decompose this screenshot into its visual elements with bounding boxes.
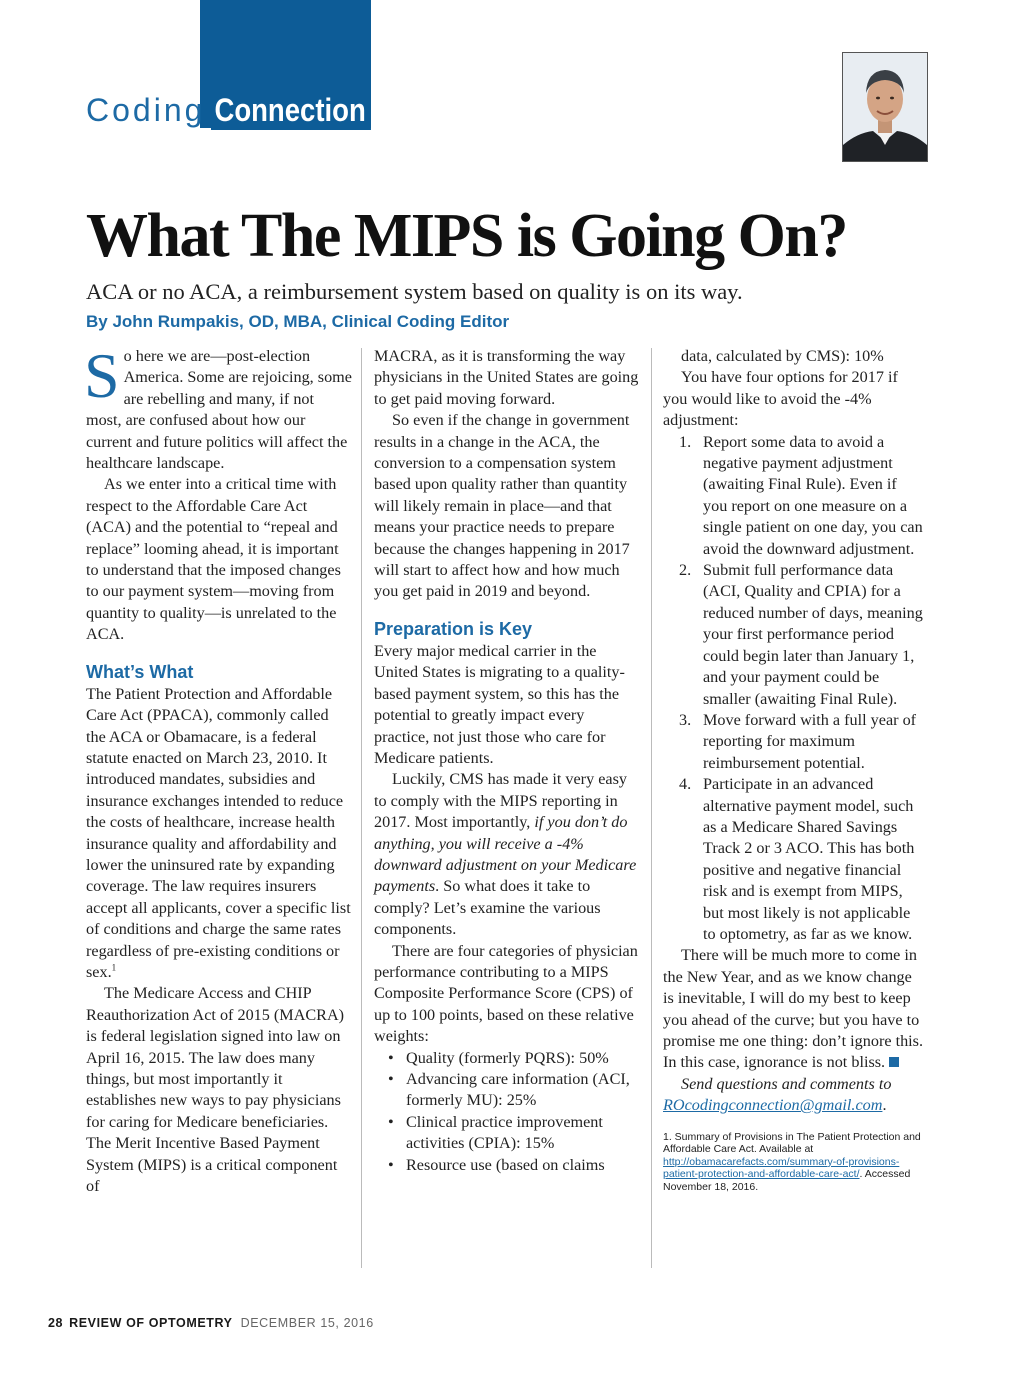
list-item: • Quality (formerly PQRS): 50% bbox=[374, 1048, 642, 1069]
list-item-text: Participate in an advanced alternative payment model, such as a Medicare Shared Savings Track 2 or 3 ACO. This has both positive and negative financial risk and is exempt from MIPS, but most likely is not applicable to optometry, as far as we know. bbox=[703, 775, 915, 943]
end-mark-icon bbox=[889, 1057, 899, 1067]
paragraph: There are four categories of physician performance contributing to a MIPS Composite Performance Score (CPS) of up to 100 points, based on these relative weights: bbox=[374, 941, 638, 1046]
paragraph-text: The Patient Protection and Affordable Care Act (PPACA), commonly called the ACA or Obamacare, is a federal statute enacted on March 23, 2010. It introduced mandates, subsidies and insurance exchanges intended to reduce the costs of healthcare, increase health insurance quality and affordability and lower the uninsured rate by expanding coverage. The law requires insurers accept all applicants, cover a specific list of conditions and charge the same rates regardless of pre-existing conditions or sex. bbox=[86, 684, 351, 981]
paragraph-text: Luckily, CMS has made it very easy to comply with the MIPS reporting in 2017. Most importantly, bbox=[374, 770, 627, 832]
paragraph: Every major medical carrier in the United States is migrating to a quality-based payment system, so this has the potential to greatly impact every practice, not just those who care for Medicare patients. bbox=[374, 641, 625, 767]
list-item: • Resource use (based on claims bbox=[374, 1155, 642, 1176]
article-headline: What The MIPS is Going On? bbox=[86, 202, 847, 270]
column-divider bbox=[651, 348, 652, 1268]
section-label-coding: Coding bbox=[86, 92, 206, 128]
section-label-connection: Connection bbox=[211, 90, 371, 130]
column-1 bbox=[84, 340, 352, 1197]
footnote-ref: 1 bbox=[111, 962, 117, 973]
author-photo bbox=[842, 52, 928, 162]
column-2 bbox=[374, 346, 642, 1176]
list-item bbox=[663, 560, 925, 710]
list-number: 2. bbox=[679, 561, 692, 580]
footnote-text: . Accessed November 18, 2016. bbox=[663, 1168, 911, 1193]
paragraph: data, calculated by CMS): 10% bbox=[681, 347, 884, 365]
list-item-text: Move forward with a full year of reporting for maximum reimbursement potential. bbox=[703, 710, 917, 772]
list-number: 3. bbox=[679, 710, 692, 729]
subheading-whats-what: What’s What bbox=[86, 661, 194, 682]
options-list bbox=[663, 432, 925, 946]
emphasis-text: if you don’t do anything, you will receive a -4% downward adjustment on your Medicare payments bbox=[374, 813, 637, 896]
paragraph: MACRA, as it is transforming the way physicians in the United States are going to get paid moving forward. bbox=[374, 347, 639, 408]
list-item bbox=[663, 710, 925, 774]
article-byline: By John Rumpakis, OD, MBA, Clinical Coding Editor bbox=[86, 312, 510, 331]
footnote bbox=[663, 1131, 925, 1194]
paragraph bbox=[663, 945, 925, 1073]
weights-list bbox=[374, 1048, 642, 1176]
contact-text: Send questions and comments to bbox=[681, 1074, 892, 1093]
list-item-text: Submit full performance data (ACI, Quality and CPIA) for a reduced number of days, meaning your first performance period could begin later than January 1, and your payment could be smaller (awaiting Final Rule). bbox=[703, 561, 923, 708]
list-item: • Clinical practice improvement activities (CPIA): 15% bbox=[374, 1112, 642, 1155]
contact-paragraph bbox=[663, 1074, 925, 1117]
list-item bbox=[663, 774, 925, 945]
article-subhead: ACA or no ACA, a reimbursement system based on quality is on its way. bbox=[86, 279, 743, 304]
intro-paragraph bbox=[84, 340, 352, 474]
list-item bbox=[663, 432, 925, 560]
paragraph bbox=[374, 769, 642, 940]
paragraph bbox=[86, 684, 352, 984]
section-label bbox=[86, 88, 397, 130]
drop-cap: S bbox=[84, 340, 120, 411]
footnote-link[interactable]: http://obamacarefacts.com/summary-of-provisions-patient-protection-and-affordable-care-act/ bbox=[663, 1155, 900, 1181]
page-footer bbox=[48, 1316, 374, 1330]
column-3 bbox=[663, 346, 925, 1194]
paragraph-text: There will be much more to come in the New Year, and as we know change is inevitable, I will do my best to keep you ahead of the curve; but you have to promise me one thing: don’t ignore this. In this case, ignorance is not bliss. bbox=[663, 946, 924, 1072]
paragraph: So even if the change in government results in a change in the ACA, the conversion to a compensation system based upon quality rather than quantity will likely remain in place—and that means your practice needs to prepare because the changes happening in 2017 will start to affect how and how much you get paid in 2019 and beyond. bbox=[374, 411, 630, 601]
issue-date: DECEMBER 15, 2016 bbox=[240, 1316, 374, 1330]
paragraph: As we enter into a critical time with respect to the Affordable Care Act (ACA) and the potential to “repeal and replace” looming ahead, it is important to understand that the imposed changes to our payment system—moving from quantity to quality—is unrelated to the ACA. bbox=[86, 475, 341, 644]
column-divider bbox=[361, 348, 362, 1268]
period: . bbox=[882, 1096, 887, 1115]
footnote-text: 1. Summary of Provisions in The Patient Protection and Affordable Care Act. Available at bbox=[663, 1130, 921, 1156]
paragraph-text: . So what does it take to comply? Let’s examine the various components. bbox=[374, 877, 601, 939]
paragraph: You have four options for 2017 if you would like to avoid the -4% adjustment: bbox=[663, 368, 898, 430]
email-link[interactable]: ROcodingconnection@gmail.com bbox=[663, 1096, 883, 1115]
list-item-text: Report some data to avoid a negative payment adjustment (awaiting Final Rule). Even if you report on one measure on a single patient on one day, you can avoid the downward adjustment. bbox=[703, 432, 923, 558]
magazine-name: REVIEW OF OPTOMETRY bbox=[69, 1316, 233, 1330]
page-number: 28 bbox=[48, 1316, 64, 1330]
intro-text: o here we are—post-election America. Some are rejoicing, some are rebelling and many, if not most, are confused about how our current and future politics will affect the healthcare landscape. bbox=[86, 347, 352, 473]
subheading-preparation: Preparation is Key bbox=[374, 618, 533, 639]
list-number: 4. bbox=[679, 775, 692, 794]
paragraph: The Medicare Access and CHIP Reauthorization Act of 2015 (MACRA) is federal legislation signed into law on April 16, 2015. The law does many things, but most importantly it establishes new ways to pay physicians for caring for Medicare beneficiaries. The Merit Incentive Based Payment System (MIPS) is a critical component of bbox=[86, 984, 345, 1196]
list-number: 1. bbox=[679, 432, 692, 451]
list-item: • Advancing care information (ACI, formerly MU): 25% bbox=[374, 1069, 642, 1112]
